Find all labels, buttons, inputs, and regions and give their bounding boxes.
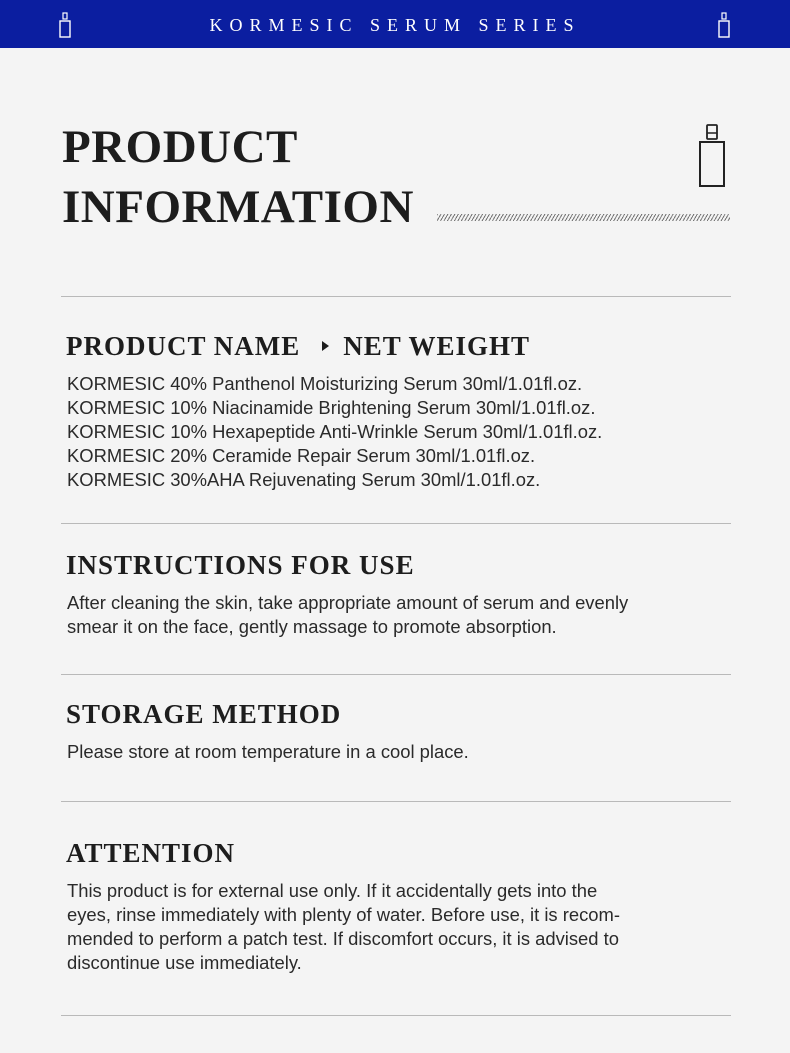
- section-divider: [61, 674, 731, 675]
- series-title: KORMESIC SERUM SERIES: [209, 15, 581, 35]
- net-weight-label: NET WEIGHT: [343, 331, 531, 361]
- section-divider: [61, 801, 731, 802]
- storage-text: [67, 740, 469, 764]
- list-item: KORMESIC 10% Hexapeptide Anti-Wrinkle Serum 30ml/1.01fl.oz.: [67, 421, 603, 442]
- text-line: After cleaning the skin, take appropriate amount of serum and evenly: [67, 592, 629, 613]
- instructions-heading: INSTRUCTIONS FOR USE: [66, 550, 415, 580]
- product-name-label: PRODUCT NAME: [66, 331, 301, 361]
- attention-heading: ATTENTION: [66, 838, 236, 868]
- top-banner: [0, 0, 790, 48]
- page-title-line-2: INFORMATION: [62, 181, 414, 233]
- text-line: eyes, rinse immediately with plenty of water. Before use, it is recom-: [67, 904, 620, 925]
- list-item: KORMESIC 10% Niacinamide Brightening Serum 30ml/1.01fl.oz.: [67, 397, 596, 418]
- product-name-heading: [66, 331, 530, 362]
- section-divider: [61, 1015, 731, 1016]
- section-divider: [61, 296, 731, 297]
- text-line: This product is for external use only. If it accidentally gets into the: [67, 880, 598, 901]
- arrow-right-icon: [322, 341, 329, 351]
- section-divider: [61, 523, 731, 524]
- attention-text: [67, 879, 620, 975]
- list-item: KORMESIC 20% Ceramide Repair Serum 30ml/1.01fl.oz.: [67, 445, 536, 466]
- text-line: mended to perform a patch test. If discomfort occurs, it is advised to: [67, 928, 619, 949]
- page-title-line-1: PRODUCT: [62, 121, 298, 173]
- text-line: discontinue use immediately.: [67, 952, 302, 973]
- list-item: KORMESIC 40% Panthenol Moisturizing Serum 30ml/1.01fl.oz.: [67, 373, 583, 394]
- serum-bottle-icon: [697, 123, 727, 189]
- list-item: KORMESIC 30%AHA Rejuvenating Serum 30ml/1.01fl.oz.: [67, 469, 541, 490]
- storage-heading: STORAGE METHOD: [66, 699, 342, 729]
- instructions-text: [67, 591, 628, 639]
- decorative-hatch-line: [437, 214, 730, 221]
- serum-bottle-icon: [718, 12, 730, 38]
- text-line: smear it on the face, gently massage to promote absorption.: [67, 616, 557, 637]
- product-list: [67, 372, 602, 492]
- text-line: Please store at room temperature in a cool place.: [67, 741, 469, 762]
